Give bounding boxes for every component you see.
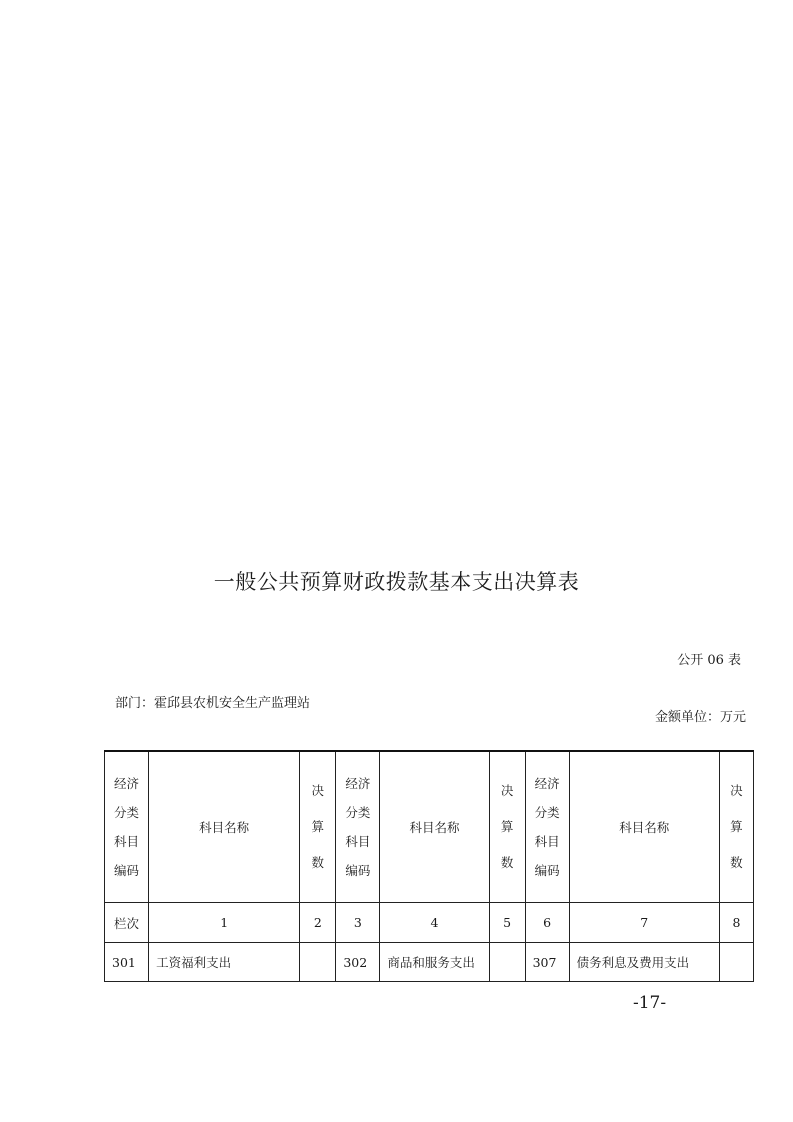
unit-label: 金额单位：万元 — [654, 710, 746, 725]
column-number: 8 — [719, 903, 753, 943]
column-number-row — [105, 903, 754, 943]
expenditure-table — [104, 750, 754, 982]
form-number: 公开 06 表 — [677, 653, 741, 668]
column-number: 3 — [336, 903, 380, 943]
final-amount — [489, 943, 525, 982]
header-amount-3: 决 算 数 — [719, 751, 753, 903]
column-number: 5 — [489, 903, 525, 943]
column-number: 6 — [525, 903, 569, 943]
subject-name: 工资福利支出 — [149, 943, 300, 982]
header-name-3: 科目名称 — [569, 751, 719, 903]
column-label: 栏次 — [105, 903, 149, 943]
header-name-1: 科目名称 — [149, 751, 300, 903]
column-number: 7 — [569, 903, 719, 943]
header-amount-2: 决 算 数 — [489, 751, 525, 903]
page-number: -17- — [633, 993, 667, 1013]
final-amount — [719, 943, 753, 982]
column-number: 1 — [149, 903, 300, 943]
economic-code: 301 — [105, 943, 149, 982]
table-row — [105, 943, 754, 982]
header-code-3: 经济 分类 科目 编码 — [525, 751, 569, 903]
economic-code: 302 — [336, 943, 380, 982]
column-number: 2 — [300, 903, 336, 943]
header-amount-1: 决 算 数 — [300, 751, 336, 903]
page-title: 一般公共预算财政拨款基本支出决算表 — [213, 570, 580, 594]
economic-code: 307 — [525, 943, 569, 982]
header-code-2: 经济 分类 科目 编码 — [336, 751, 380, 903]
header-code-1: 经济 分类 科目 编码 — [105, 751, 149, 903]
department-label: 部门：霍邱县农机安全生产监理站 — [115, 696, 311, 711]
subject-name: 商品和服务支出 — [380, 943, 489, 982]
subject-name: 债务利息及费用支出 — [569, 943, 719, 982]
table-header-row — [105, 751, 754, 903]
column-number: 4 — [380, 903, 489, 943]
final-amount — [300, 943, 336, 982]
header-name-2: 科目名称 — [380, 751, 489, 903]
